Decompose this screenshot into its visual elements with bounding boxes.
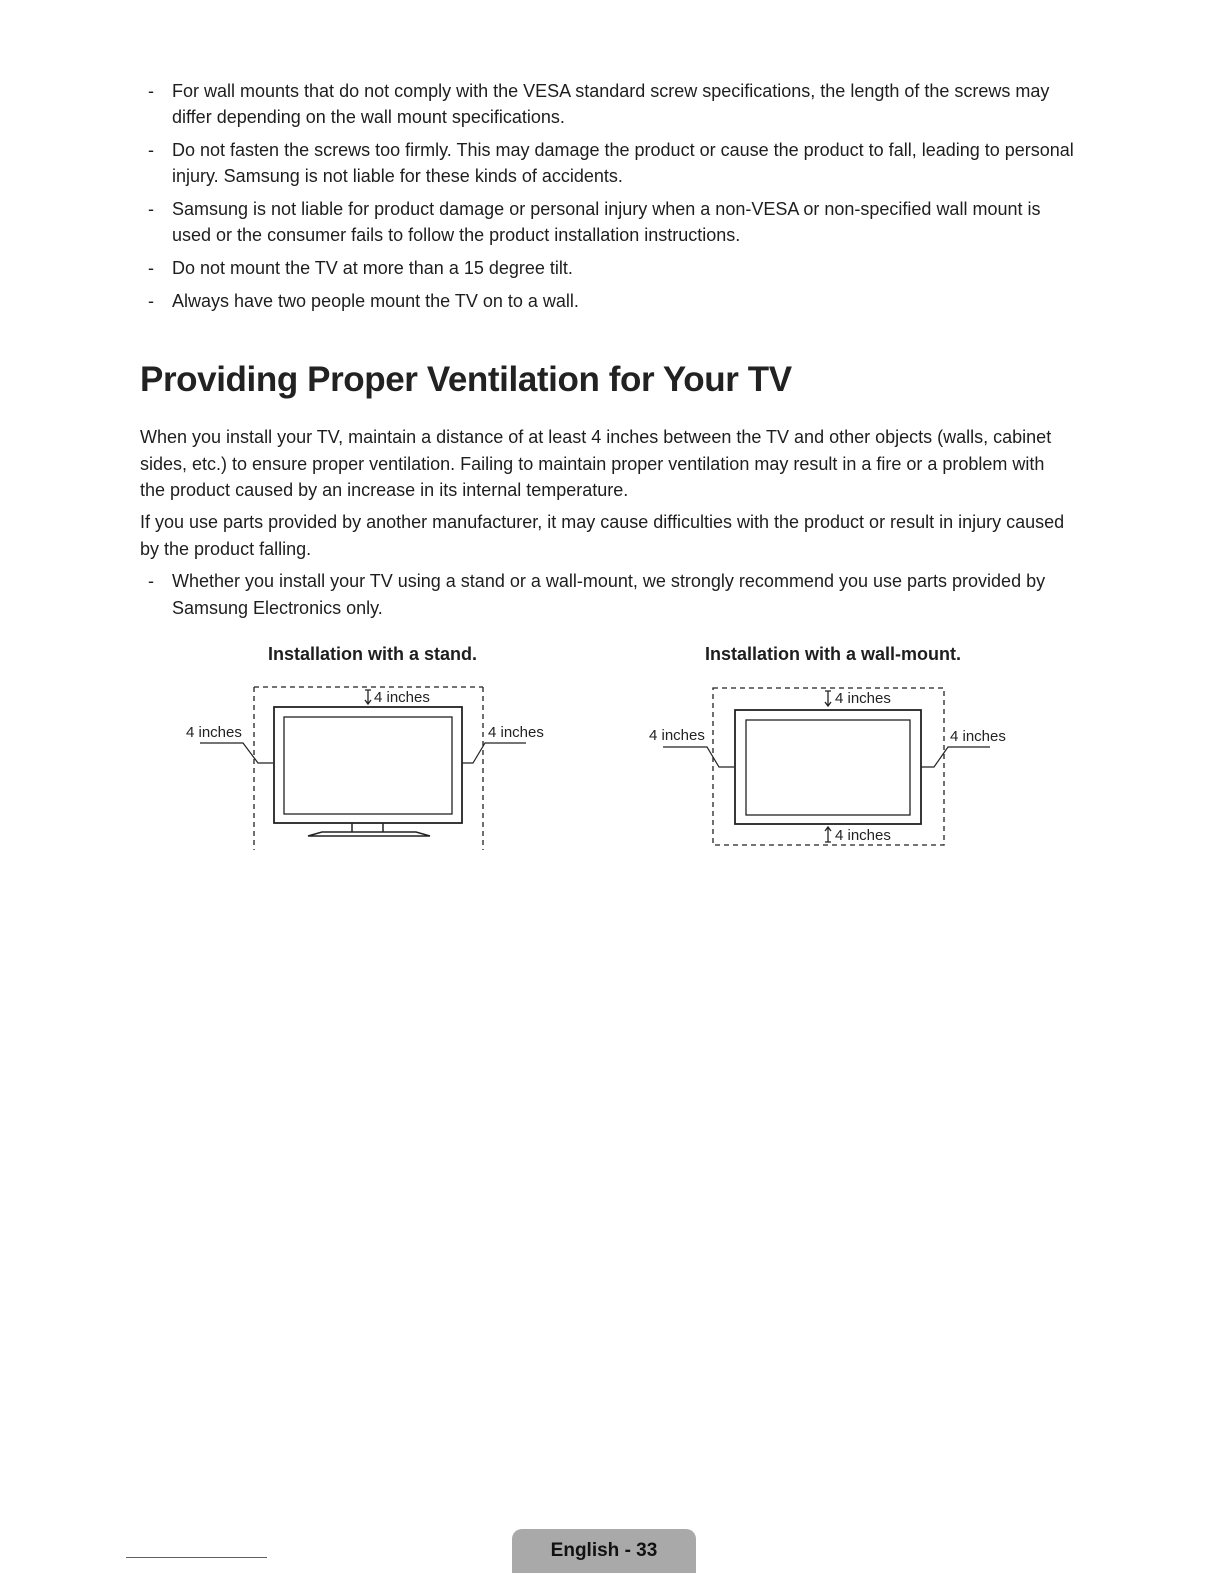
bullet-text: Always have two people mount the TV on to a wall.: [172, 291, 579, 311]
dash-marker: -: [148, 291, 154, 311]
dash-marker: -: [148, 81, 154, 101]
recommendation-list: [146, 568, 1046, 621]
dash-marker: -: [148, 140, 154, 160]
clearance-boundary: [254, 687, 483, 850]
bullet-text: Samsung is not liable for product damage or personal injury when a non-VESA or non-specified wall mount is used or the consumer fails to follow the product installation instructions.: [172, 199, 1041, 245]
list-item: [146, 78, 1076, 130]
clearance-label-top: 4 inches: [374, 689, 430, 706]
clearance-label-top: 4 inches: [835, 690, 891, 707]
tv-stand-base: [308, 832, 430, 836]
warning-bullet-list: [146, 78, 1076, 321]
bullet-text: Do not fasten the screws too firmly. This may damage the product or cause the product to fall, leading to personal injury. Samsung is not liable for these kinds of accidents.: [172, 140, 1074, 186]
clearance-label-left: 4 inches: [186, 724, 242, 741]
tv-outer-frame: [735, 710, 921, 824]
dash-marker: -: [148, 199, 154, 219]
bullet-text: Do not mount the TV at more than a 15 degree tilt.: [172, 258, 573, 278]
list-item: [146, 255, 1076, 281]
dash-marker: -: [148, 571, 154, 591]
dimension-arrow-top: [365, 690, 371, 704]
tv-outer-frame: [274, 707, 462, 823]
list-item: [146, 137, 1076, 189]
page-number-label: English - 33: [550, 1540, 658, 1561]
list-item: [146, 568, 1046, 621]
dimension-arrow-bottom: [825, 827, 831, 842]
clearance-boundary: [713, 688, 944, 845]
third-party-parts-paragraph: If you use parts provided by another manufacturer, it may cause difficulties with the product or result in injury caused by the product falling.: [140, 512, 1065, 559]
tv-screen: [746, 720, 910, 815]
dash-marker: -: [148, 258, 154, 278]
section-heading: Providing Proper Ventilation for Your TV: [140, 360, 792, 399]
leader-line-right: [921, 747, 990, 767]
leader-line-right: [462, 743, 526, 763]
ventilation-paragraph: When you install your TV, maintain a distance of at least 4 inches between the TV and other objects (walls, cabinet sides, etc.) to ensure proper ventilation. Failing to maintain proper ventilation may result in a fire or a problem with the product caused by an increase in its internal temperature.: [140, 427, 1052, 500]
page-number-badge: [512, 1529, 696, 1573]
clearance-label-bottom: 4 inches: [835, 827, 891, 844]
list-item: [146, 196, 1076, 248]
leader-line-left: [200, 743, 273, 763]
wall-mount-installation-diagram: [645, 680, 1025, 855]
clearance-label-left: 4 inches: [649, 727, 705, 744]
bullet-text: For wall mounts that do not comply with the VESA standard screw specifications, the length of the screws may differ depending on the wall mount specifications.: [172, 81, 1050, 127]
tv-stand-neck: [352, 823, 383, 832]
clearance-label-right: 4 inches: [488, 724, 544, 741]
stand-diagram-title: Installation with a stand.: [268, 644, 478, 664]
bullet-text: Whether you install your TV using a stand or a wall-mount, we strongly recommend you use parts provided by Samsung Electronics only.: [172, 571, 1046, 618]
list-item: [146, 288, 1076, 314]
footnote-divider: [126, 1557, 267, 1558]
stand-installation-diagram: [180, 680, 560, 855]
leader-line-left: [663, 747, 734, 767]
dimension-arrow-top: [825, 691, 831, 706]
tv-screen: [284, 717, 452, 814]
clearance-label-right: 4 inches: [950, 728, 1006, 745]
wall-diagram-title: Installation with a wall-mount.: [705, 644, 962, 664]
